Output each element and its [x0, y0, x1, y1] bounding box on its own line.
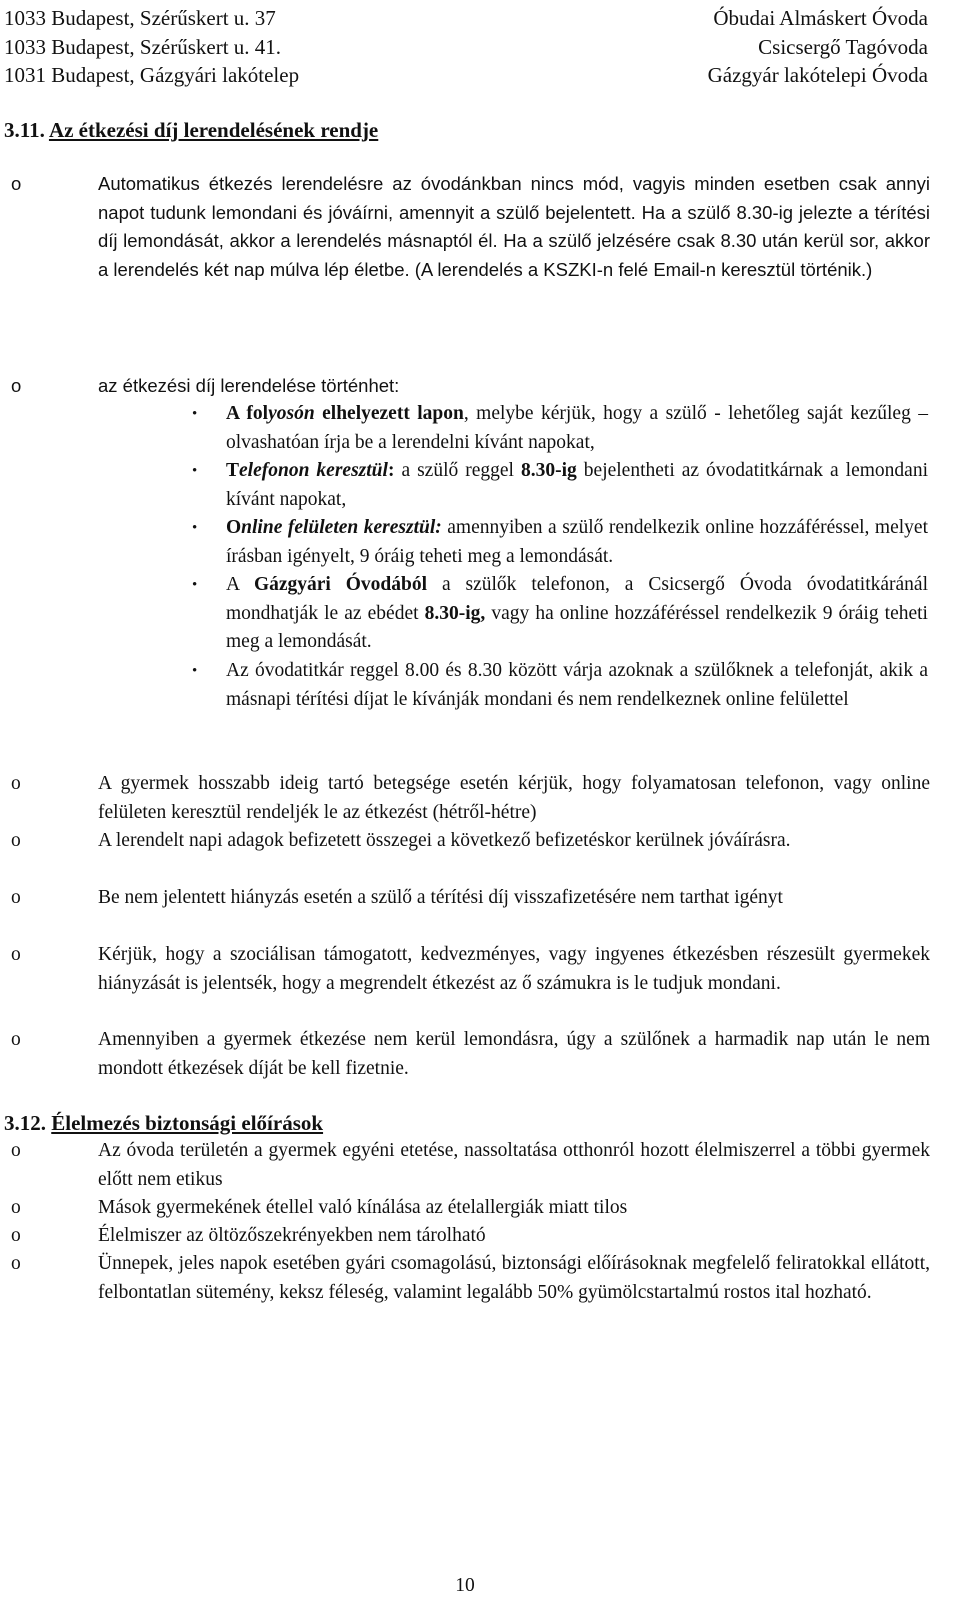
bold-text: :: [387, 460, 395, 481]
item-text: Az óvodatitkár reggel 8.00 és 8.30 között várja azoknak a szülőknek a telefonját, akik a másnapi térítési díjat le kívánják mondani és nem rendelkeznek online felülettel: [226, 660, 928, 710]
item-text: A gyermek hosszabb ideig tartó betegsége esetén kérjük, hogy folyamatosan telefonon, vagy online felületen keresztül rendeljék le az étkezést (hétről-hétre): [98, 773, 930, 823]
bullet-icon: •: [192, 663, 198, 679]
bold-text: O: [226, 517, 242, 538]
item-text: Kérjük, hogy a szociálisan támogatott, kedvezményes, vagy ingyenes étkezésben részesült gyermekek hiányzását is jelentsék, hogy a megrendelt étkezést az ő számukra is le tudjuk mondani.: [98, 944, 930, 994]
header-row: [4, 61, 928, 89]
item-text: bejelentheti az óvodatitkárnak a lemondani kívánt napokat,: [226, 460, 928, 510]
list-marker: o: [11, 1140, 21, 1161]
bold-italic-text: nline felületen keresztül:: [241, 517, 442, 538]
bullet-icon: •: [192, 577, 198, 593]
header-kindergarten: Gázgyár lakótelepi Óvoda: [707, 63, 928, 87]
list-item: [11, 170, 930, 284]
header-row: [4, 4, 928, 32]
header-kindergarten: Óbudai Almáskert Óvoda: [713, 6, 928, 30]
bold-text: Gázgyári Óvodából: [253, 574, 428, 595]
list-marker: o: [11, 830, 21, 851]
list-marker: o: [11, 944, 21, 965]
header-address: 1033 Budapest, Szérűskert u. 41.: [4, 35, 282, 59]
item-text: A: [226, 574, 254, 595]
bold-text: 8.30-ig,: [424, 602, 486, 624]
item-text: a szülő reggel: [394, 460, 521, 481]
list-item: [11, 1026, 930, 1083]
bullet-item: [192, 571, 929, 657]
list-item: [11, 1222, 930, 1251]
list-marker: o: [11, 173, 22, 194]
section-title: Az étkezési díj lerendelésének rendje: [48, 118, 379, 142]
list-item: [11, 1137, 930, 1194]
item-text: az étkezési díj lerendelése történhet:: [98, 375, 400, 396]
list-item: [11, 1250, 930, 1307]
bullet-item: [192, 514, 928, 571]
bold-italic-text: yosón: [268, 403, 315, 424]
item-text: A lerendelt napi adagok befizetett összegei a következő befizetéskor kerülnek jóváírásra.: [98, 830, 791, 851]
item-text: Be nem jelentett hiányzás esetén a szülő a térítési díj visszafizetésére nem tarthat igényt: [98, 887, 783, 908]
bullet-item: [192, 657, 928, 714]
item-text: Élelmiszer az öltözőszekrényekben nem tárolható: [98, 1225, 486, 1246]
section-number: 3.12.: [4, 1111, 46, 1135]
item-text: vagy ha online hozzáféréssel rendelkezik 9 óráig teheti meg a lemondását.: [226, 602, 928, 652]
list-marker: o: [11, 1225, 21, 1246]
list-marker: o: [11, 1197, 21, 1218]
list-item: [11, 827, 930, 856]
list-item: [11, 941, 930, 998]
item-text: , melybe kérjük, hogy a szülő - lehetőleg saját kezűleg – olvashatóan írja be a lerendelni kívánt napokat,: [226, 403, 929, 453]
item-text: amennyiben a szülő rendelkezik online hozzáféréssel, melyet írásban igényelt, 9 óráig teheti meg a lemondását.: [226, 517, 928, 567]
item-text: Amennyiben a gyermek étkezése nem kerül lemondásra, úgy a szülőnek a harmadik nap után le nem mondott étkezések díját be kell fizetnie.: [98, 1029, 930, 1079]
section-heading: [4, 116, 378, 144]
list-item: [11, 884, 930, 913]
header-kindergarten: Csicsergő Tagóvoda: [758, 35, 928, 59]
section-title: Élelmezés biztonsági előírások: [51, 1111, 324, 1135]
list-marker: o: [11, 375, 22, 396]
bullet-item: [192, 457, 928, 514]
list-item: [11, 770, 930, 827]
bold-italic-text: elefonon keresztül: [239, 460, 388, 481]
header-address: 1031 Budapest, Gázgyári lakótelep: [4, 63, 300, 87]
item-text: a szülők telefonon, a Csicsergő Óvoda óvodatitkáránál mondhatják le az ebédet: [226, 574, 929, 624]
bold-text: elhelyezett lapon: [314, 403, 464, 424]
bullet-icon: •: [192, 463, 198, 479]
list-item: [11, 372, 930, 401]
bullet-icon: •: [192, 520, 198, 536]
header-row: [4, 33, 928, 61]
list-marker: o: [11, 1253, 21, 1274]
header-address: 1033 Budapest, Szérűskert u. 37: [4, 6, 276, 30]
item-text: Az óvoda területén a gyermek egyéni etetése, nassoltatása otthonról hozott élelmiszerrel a többi gyermek előtt nem etikus: [98, 1140, 930, 1190]
bullet-icon: •: [192, 406, 198, 422]
list-marker: o: [11, 773, 21, 794]
item-text: Mások gyermekének étellel való kínálása az ételallergiák miatt tilos: [98, 1197, 628, 1218]
list-marker: o: [11, 1029, 21, 1050]
item-text: Ünnepek, jeles napok esetében gyári csomagolású, biztonsági előírásoknak megfelelő feliratokkal ellátott, felbontatlan sütemény, keksz féleség, valamint legalább 50% gyümölcstartalmú rostos ital hozható.: [98, 1253, 930, 1303]
bullet-item: [192, 400, 929, 457]
page-number: 10: [455, 1575, 475, 1596]
item-text: Automatikus étkezés lerendelésre az óvodánkban nincs mód, vagyis minden esetben csak annyi napot tudunk lemondani és jóváírni, amennyit a szülő bejelentett. Ha a szülő 8.30-ig jelezte a térítési díj lemondását, akkor a lerendelés másnaptól él. Ha a szülő jelzésére csak 8.30 után kerül sor, akkor a lerendelés két nap múlva lép életbe. (A lerendelés a KSZKI-n felé Email-n keresztül történik.): [98, 173, 930, 280]
bold-text: A fol: [226, 403, 269, 424]
list-marker: o: [11, 887, 21, 908]
section-number: 3.11.: [4, 118, 45, 142]
list-item: [11, 1194, 930, 1223]
section-heading: [4, 1109, 323, 1137]
bold-text: 8.30-ig: [520, 460, 577, 481]
bold-text: T: [226, 460, 240, 481]
